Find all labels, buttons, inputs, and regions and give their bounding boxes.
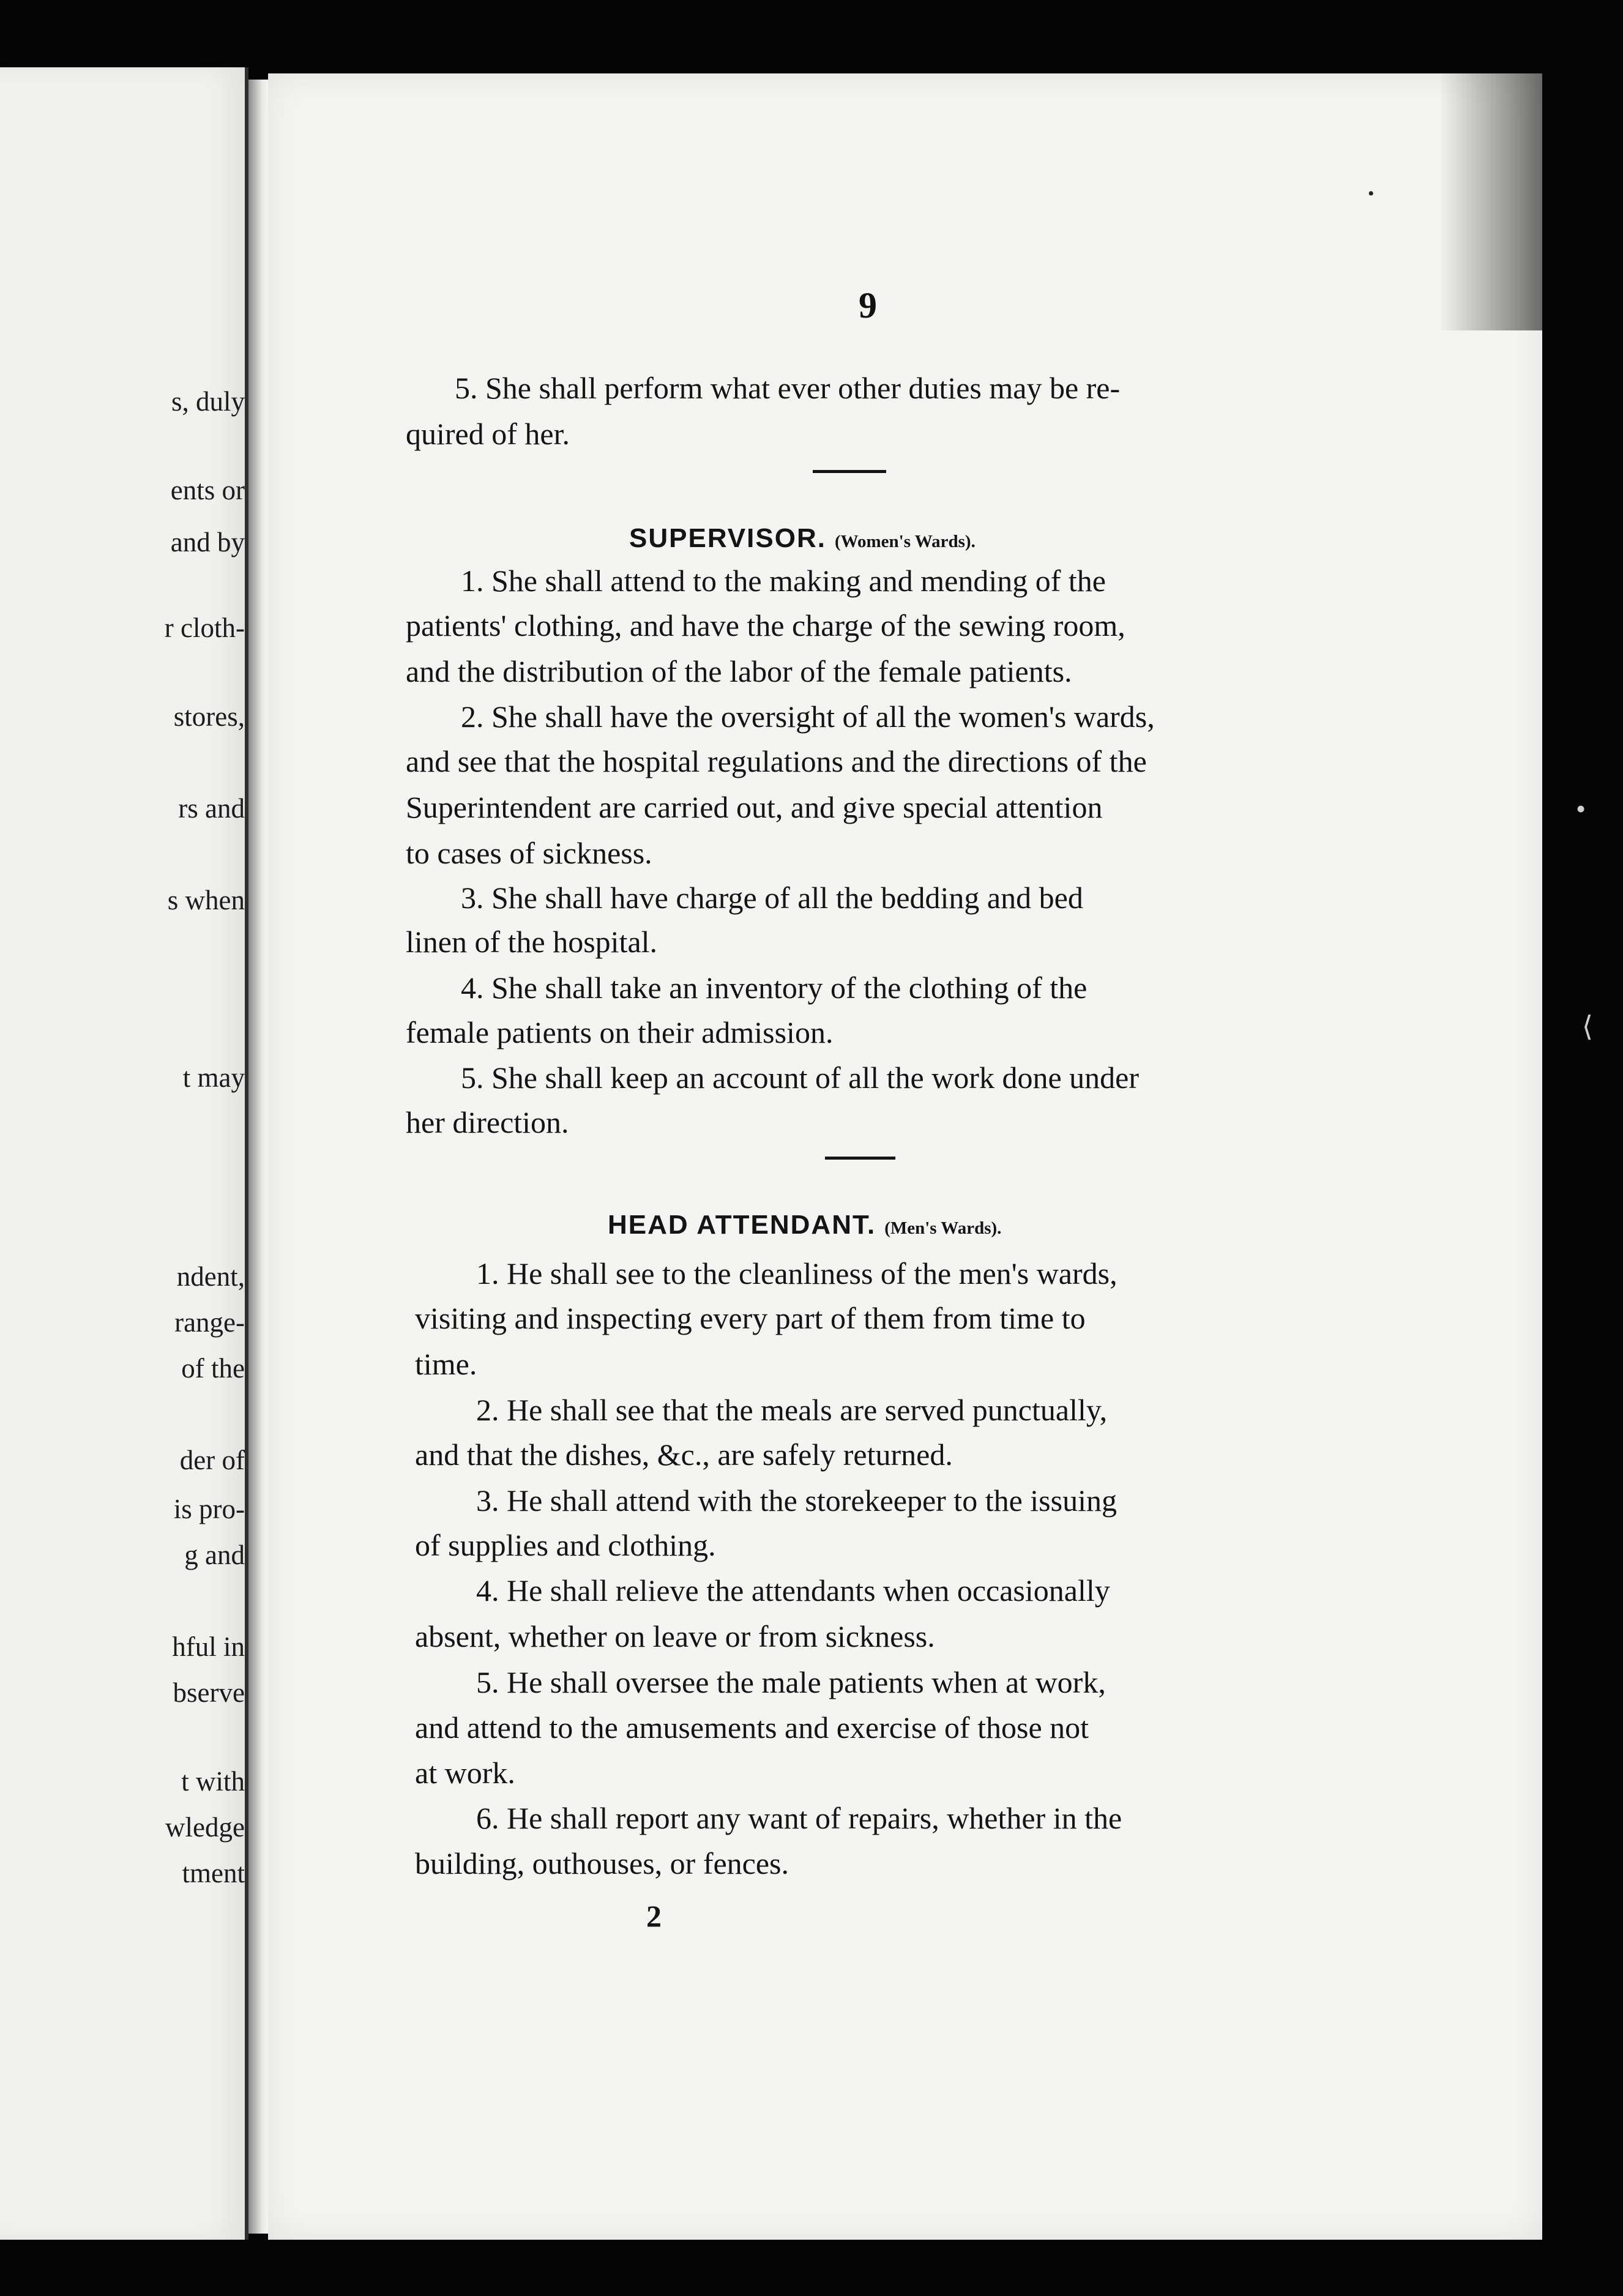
text-line: 5. He shall oversee the male patients when at work, — [476, 1665, 1106, 1699]
book-gutter — [248, 80, 268, 2234]
text-line: 2. She shall have the oversight of all the women's wards, — [461, 699, 1155, 734]
text-line: of supplies and clothing. — [415, 1528, 716, 1562]
text-line: and that the dishes, &c., are safely returned. — [415, 1437, 953, 1472]
text-line: and the distribution of the labor of the female patients. — [406, 654, 1072, 688]
section-heading-head-attendant — [608, 1206, 1001, 1241]
left-page — [0, 67, 248, 2240]
right-page — [268, 73, 1542, 2240]
left-fragment: ndent, — [176, 1261, 245, 1292]
left-fragment: bserve — [173, 1677, 245, 1708]
left-fragment: wledge — [165, 1812, 245, 1843]
page-number: 9 — [859, 285, 877, 326]
text-line: 1. He shall see to the cleanliness of the men's wards, — [476, 1256, 1117, 1291]
text-line: absent, whether on leave or from sickness. — [415, 1619, 935, 1653]
text-line: and see that the hospital regulations and the directions of the — [406, 744, 1147, 778]
text-line: 3. She shall have charge of all the bedding and bed — [461, 881, 1083, 915]
section-divider — [813, 470, 886, 473]
left-fragment: hful in — [172, 1631, 245, 1662]
left-fragment: of the — [181, 1353, 245, 1384]
left-fragment: rs and — [178, 793, 245, 824]
left-fragment: r cloth- — [164, 613, 245, 643]
text-line: time. — [415, 1347, 477, 1381]
text-line: her direction. — [406, 1105, 569, 1139]
left-fragment: is pro- — [173, 1494, 245, 1524]
left-fragment: ents or — [170, 475, 245, 505]
text-line: 6. He shall report any want of repairs, whether in the — [476, 1801, 1122, 1835]
text-line: 4. He shall relieve the attendants when occasionally — [476, 1573, 1110, 1608]
left-fragment: range- — [174, 1307, 245, 1338]
text-line: 1. She shall attend to the making and mending of the — [461, 564, 1106, 598]
text-line: linen of the hospital. — [406, 925, 658, 959]
heading-subtitle: (Men's Wards). — [884, 1218, 1002, 1238]
left-fragment: s, duly — [171, 386, 245, 417]
left-fragment: s when — [167, 885, 245, 915]
signature-mark: 2 — [646, 1899, 662, 1933]
heading-title: SUPERVISOR. — [629, 523, 826, 553]
heading-subtitle: (Women's Wards). — [834, 532, 976, 551]
page-corner-shadow — [1438, 73, 1542, 330]
text-line: 4. She shall take an inventory of the clothing of the — [461, 971, 1088, 1005]
text-line: quired of her. — [406, 417, 570, 451]
left-fragment: stores, — [173, 701, 245, 732]
text-line: Superintendent are carried out, and give special attention — [406, 790, 1103, 824]
left-fragment: t may — [182, 1062, 245, 1093]
heading-title: HEAD ATTENDANT. — [608, 1210, 876, 1240]
edge-speck-icon: • — [1576, 793, 1586, 824]
left-fragment: g and — [184, 1540, 245, 1570]
section-heading-supervisor — [629, 519, 976, 554]
text-line: 5. She shall perform what ever other duties may be re- — [455, 371, 1121, 405]
text-line: female patients on their admission. — [406, 1015, 834, 1049]
text-line: and attend to the amusements and exercise of those not — [415, 1710, 1089, 1745]
left-fragment: t with — [181, 1766, 245, 1797]
text-line: visiting and inspecting every part of them from time to — [415, 1301, 1086, 1335]
section-divider — [825, 1157, 895, 1160]
left-fragment: der of — [179, 1445, 245, 1475]
page-speck-icon: • — [1368, 184, 1375, 204]
text-line: 3. He shall attend with the storekeeper to the issuing — [476, 1483, 1117, 1518]
text-line: patients' clothing, and have the charge of the sewing room, — [406, 608, 1125, 643]
text-line: 2. He shall see that the meals are served punctually, — [476, 1393, 1108, 1427]
left-fragment: tment — [182, 1858, 245, 1888]
text-line: to cases of sickness. — [406, 836, 652, 870]
text-line: building, outhouses, or fences. — [415, 1846, 789, 1880]
text-line: 5. She shall keep an account of all the work done under — [461, 1060, 1139, 1095]
left-fragment: and by — [170, 527, 245, 557]
edge-bracket-icon: ⟨ — [1582, 1011, 1593, 1042]
text-line: at work. — [415, 1756, 515, 1790]
